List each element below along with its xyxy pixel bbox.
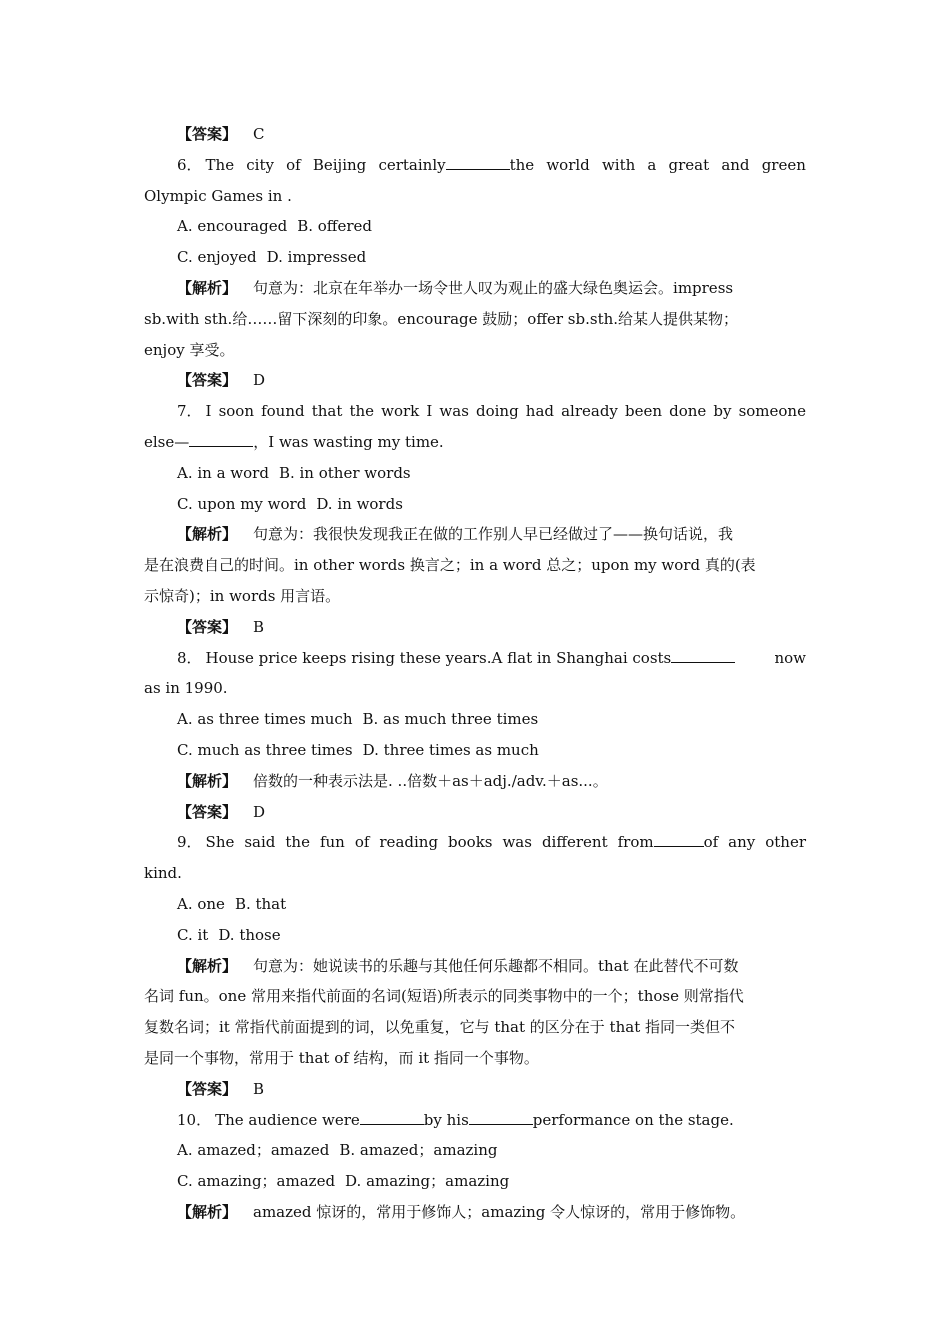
q9-stem-line2: kind.	[144, 864, 182, 883]
q9-analysis-line2: 名词 fun。one 常用来指代前面的名词(短语)所表示的同类事物中的一个；those 则常指代	[144, 987, 744, 1006]
q9-blank	[654, 832, 704, 847]
option-d: D. in words	[316, 494, 403, 513]
option-a: A. amazed；amazed	[177, 1141, 330, 1160]
option-c: C. much as three times	[177, 740, 353, 759]
answer-label: 【答案】	[177, 617, 238, 636]
analysis-label: 【解析】	[177, 956, 238, 975]
q8-answer-line	[144, 797, 806, 828]
analysis-label: 【解析】	[177, 771, 238, 790]
answer-label: 【答案】	[177, 371, 238, 390]
q6-stem-line2: Olympic Games in .	[144, 186, 292, 205]
q6-word: the	[509, 155, 535, 174]
q8-stem-line2: as in 1990.	[144, 679, 228, 698]
q8-stem-line1: 8． House price keeps rising these years.A flat in Shanghai costs now	[177, 648, 806, 667]
option-b: B. that	[234, 894, 287, 913]
q6-word: city	[246, 155, 274, 174]
q10-number: 10．	[177, 1110, 212, 1129]
analysis-label: 【解析】	[177, 1202, 238, 1221]
answer-value: B	[253, 1079, 265, 1098]
q6-word: The	[205, 155, 235, 174]
option-c: C. it	[177, 925, 209, 944]
q7-analysis-line2: 是在浪费自己的时间。in other words 换言之；in a word 总之；upon my word 真的(表	[144, 556, 756, 575]
q7-options-ab	[144, 458, 806, 489]
q8-number: 8．	[177, 648, 202, 667]
q6-analysis-line2: sb.with sth.给……留下深刻的印象。encourage 鼓励；offer sb.sth.给某人提供某物；	[144, 309, 739, 328]
option-a: A. one	[177, 894, 225, 913]
q6-blank	[446, 155, 510, 170]
q7-stem-line2: else— ，I was wasting my time.	[144, 432, 444, 451]
exercise-content	[144, 119, 806, 1228]
q6-word: certainly	[378, 155, 446, 174]
q6-answer-line	[144, 365, 806, 396]
option-b: B. as much three times	[362, 710, 539, 729]
option-c: C. amazing；amazed	[177, 1172, 336, 1191]
q6-options-ab	[144, 211, 806, 242]
q6-word: world	[546, 155, 590, 174]
q7-stem-line1: 7． I soon found that the work I was doing had already been done by someone	[177, 402, 806, 421]
analysis-label: 【解析】	[177, 525, 238, 544]
q9-analysis-line1: 【解析】 句意为：她说读书的乐趣与其他任何乐趣都不相同。that 在此替代不可数	[177, 956, 739, 975]
q6-stem-line1	[144, 150, 806, 181]
answer-value: C	[253, 125, 265, 143]
q6-word: of	[286, 155, 301, 174]
q9-analysis-line4: 是同一个事物，常用于 that of 结构，而 it 指同一个事物。	[144, 1048, 539, 1067]
q6-word: a	[647, 155, 657, 174]
q7-blank	[189, 432, 253, 447]
q6-word: with	[601, 155, 636, 174]
prev-answer-line	[144, 119, 806, 150]
q10-options-cd	[144, 1166, 806, 1197]
answer-label: 【答案】	[177, 125, 238, 143]
q10-stem-line1: 10． The audience were by his performance on the stage.	[177, 1110, 734, 1129]
option-b: B. amazed；amazing	[339, 1141, 498, 1160]
option-a: A. in a word	[177, 463, 269, 482]
option-c: C. enjoyed	[177, 248, 257, 267]
q7-options-cd	[144, 489, 806, 520]
answer-label: 【答案】	[177, 1079, 238, 1098]
option-a: A. as three times much	[177, 710, 353, 729]
option-d: D. three times as much	[362, 740, 539, 759]
answer-value: D	[253, 802, 266, 821]
option-b: B. offered	[297, 217, 372, 236]
answer-value: D	[253, 371, 266, 390]
q6-word: green	[761, 155, 806, 174]
q7-analysis-line1: 【解析】 句意为：我很快发现我正在做的工作别人早已经做过了——换句话说，我	[177, 525, 734, 544]
option-d: D. amazing；amazing	[345, 1172, 510, 1191]
q6-number: 6．	[177, 155, 202, 174]
q8-blank	[671, 648, 735, 663]
answer-value: B	[253, 617, 265, 636]
q9-analysis-line3: 复数名词；it 常指代前面提到的词，以免重复，它与 that 的区分在于 that 指同一类但不	[144, 1018, 735, 1037]
q6-analysis-line3: enjoy 享受。	[144, 340, 235, 359]
q9-options-ab	[144, 889, 806, 920]
q10-analysis-line1: 【解析】 amazed 惊讶的，常用于修饰人；amazing 令人惊讶的，常用于修饰物。	[177, 1202, 746, 1221]
answer-label: 【答案】	[177, 802, 238, 821]
q7-number: 7．	[177, 402, 202, 421]
q8-options-cd	[144, 735, 806, 766]
q6-word: Beijing	[312, 155, 367, 174]
q7-answer-line	[144, 612, 806, 643]
option-a: A. encouraged	[177, 217, 288, 236]
option-d: D. those	[218, 925, 281, 944]
option-b: B. in other words	[278, 463, 411, 482]
q10-blank-1	[360, 1110, 424, 1125]
q9-stem-line1: 9． She said the fun of reading books was different from of any other	[177, 833, 806, 852]
q9-number: 9．	[177, 833, 202, 852]
q6-analysis-line1: 【解析】 句意为：北京在年举办一场令世人叹为观止的盛大绿色奥运会。impress	[177, 278, 734, 297]
option-d: D. impressed	[266, 248, 367, 267]
q8-options-ab	[144, 704, 806, 735]
q7-analysis-line3: 示惊奇)；in words 用言语。	[144, 586, 341, 605]
analysis-label: 【解析】	[177, 278, 238, 297]
q6-word: great	[668, 155, 710, 174]
q10-options-ab	[144, 1135, 806, 1166]
q6-word: and	[721, 155, 750, 174]
q9-options-cd	[144, 920, 806, 951]
q9-answer-line	[144, 1074, 806, 1105]
q6-options-cd	[144, 242, 806, 273]
option-c: C. upon my word	[177, 494, 307, 513]
q10-blank-2	[469, 1110, 533, 1125]
q8-analysis-line1: 【解析】 倍数的一种表示法是. ..倍数＋as＋adj./adv.＋as...。	[177, 771, 608, 790]
